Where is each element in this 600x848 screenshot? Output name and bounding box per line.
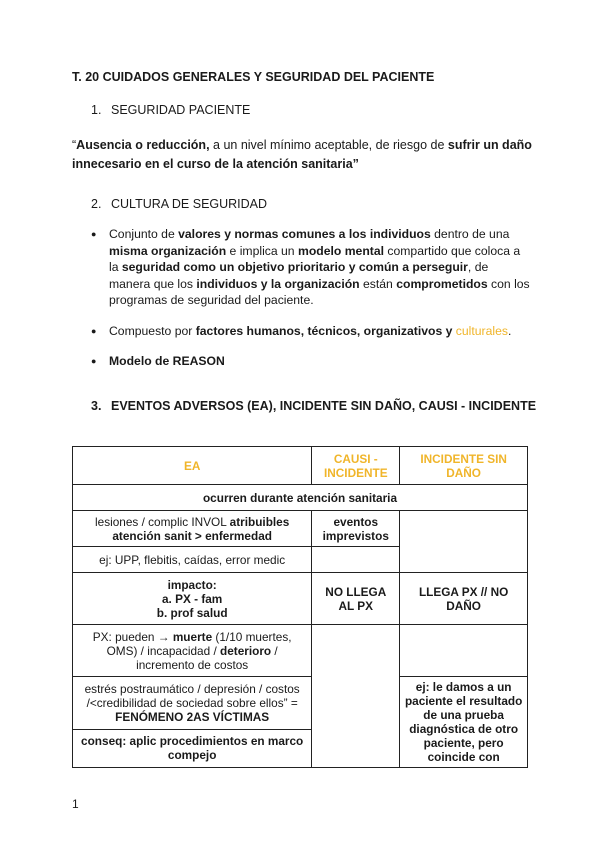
b1-text: con los programas de seguridad del paciente.: [109, 276, 530, 307]
header-ea: EA: [73, 447, 312, 485]
b2-bold: factores humanos, técnicos, organizativos y: [195, 323, 456, 338]
cell-eventos: eventos imprevistos: [312, 511, 400, 547]
cell-no-llega: NO LLEGA AL PX: [312, 573, 400, 625]
b1-text: están: [359, 276, 397, 291]
table-row: [73, 447, 528, 485]
bullet-item: [91, 226, 531, 309]
section-3-label: EVENTOS ADVERSOS (EA), INCIDENTE SIN DAÑO, CAUSI - INCIDENTE: [111, 399, 537, 413]
cell-ej-upp: ej: UPP, flebitis, caídas, error medic: [73, 547, 312, 573]
header-incidente: INCIDENTE SIN DAÑO: [400, 447, 528, 485]
page-number: 1: [72, 797, 79, 811]
b1-bold: individuos y la organización: [196, 276, 360, 291]
quote-text-1: a un nivel mínimo aceptable, de riesgo de: [209, 138, 448, 152]
table-row: [73, 511, 528, 547]
table-row: [73, 677, 528, 730]
b1-text: , de manera que los: [109, 260, 489, 291]
cell-empty: [312, 625, 400, 768]
cell-conseq: conseq: aplic procedimientos en marco compejo: [73, 729, 312, 767]
lesiones-text: lesiones / complic INVOL: [95, 514, 230, 529]
b1-text: compartido que coloca a la: [109, 243, 521, 274]
b2-text: Compuesto por: [109, 323, 196, 338]
cell-empty: [312, 547, 400, 573]
px-text: (1/10 muertes, OMS) / incapacidad /: [106, 629, 292, 658]
cell-empty: [400, 511, 528, 573]
page-title: T. 20 CUIDADOS GENERALES Y SEGURIDAD DEL PACIENTE: [72, 70, 435, 84]
quote-bold-1: Ausencia o reducción,: [76, 138, 210, 152]
bullet-item: [91, 353, 531, 370]
section-1-label: SEGURIDAD PACIENTE: [111, 103, 251, 117]
section-3-number: 3.: [91, 399, 102, 413]
b2-highlight: culturales: [455, 323, 508, 338]
section-3-heading: [91, 399, 536, 413]
cell-llega: LLEGA PX // NO DAÑO: [400, 573, 528, 625]
b1-bold: modelo mental: [297, 243, 384, 258]
b1-text: Conjunto de: [109, 227, 179, 241]
b1-text: e implica un: [226, 243, 298, 258]
b1-text: dentro de una: [430, 227, 510, 241]
px-text: / incremento de costos: [136, 643, 278, 672]
bullet-item: [91, 323, 531, 340]
section-1-heading: [91, 103, 250, 117]
table-row: [73, 573, 528, 625]
quote-bold-2: sufrir un daño innecesario en el curso de la atención sanitaria”: [72, 138, 532, 171]
b1-bold: seguridad como un objetivo prioritario y común a perseguir: [121, 260, 468, 274]
estres-bold: FENÓMENO 2AS VÍCTIMAS: [115, 709, 270, 724]
table-row: [73, 485, 528, 511]
section-2-heading: [91, 197, 267, 211]
table-row: [73, 625, 528, 677]
culture-bullet-list: [91, 226, 531, 384]
b1-bold: misma organización: [109, 243, 227, 258]
impacto-label: impacto:: [167, 577, 217, 592]
b3-bold: Modelo de REASON: [109, 354, 225, 368]
section-1-number: 1.: [91, 103, 102, 117]
cell-ej-le: ej: le damos a un paciente el resultado de una prueba diagnóstica de otro paciente, pero coincide con: [400, 677, 528, 768]
cell-ocurren: ocurren durante atención sanitaria: [73, 485, 528, 511]
estres-text: estrés postraumático / depresión / costos /<credibilidad de sociedad sobre ellos” =: [84, 681, 300, 710]
b1-bold: comprometidos: [396, 276, 488, 291]
cell-px: [73, 625, 312, 677]
section-2-label: CULTURA DE SEGURIDAD: [111, 197, 268, 211]
lesiones-bold: atribuibles atención sanit > enfermedad: [112, 514, 290, 543]
px-bold: muerte: [172, 629, 213, 644]
impacto-a: a. PX - fam: [161, 591, 223, 606]
impacto-b: b. prof salud: [156, 605, 228, 620]
events-table: [72, 446, 528, 768]
definition-quote: [72, 136, 542, 174]
cell-empty: [400, 625, 528, 677]
cell-impacto: [73, 573, 312, 625]
cell-lesiones: [73, 511, 312, 547]
px-bold: deterioro: [220, 643, 272, 658]
b2-text: .: [507, 323, 512, 338]
quote-mark: “: [72, 138, 77, 152]
px-text: PX: pueden →: [92, 629, 173, 644]
b1-bold: valores y normas comunes a los individuos: [178, 227, 431, 241]
section-2-number: 2.: [91, 197, 102, 211]
cell-estres: [73, 677, 312, 730]
header-causi: CAUSI - INCIDENTE: [312, 447, 400, 485]
